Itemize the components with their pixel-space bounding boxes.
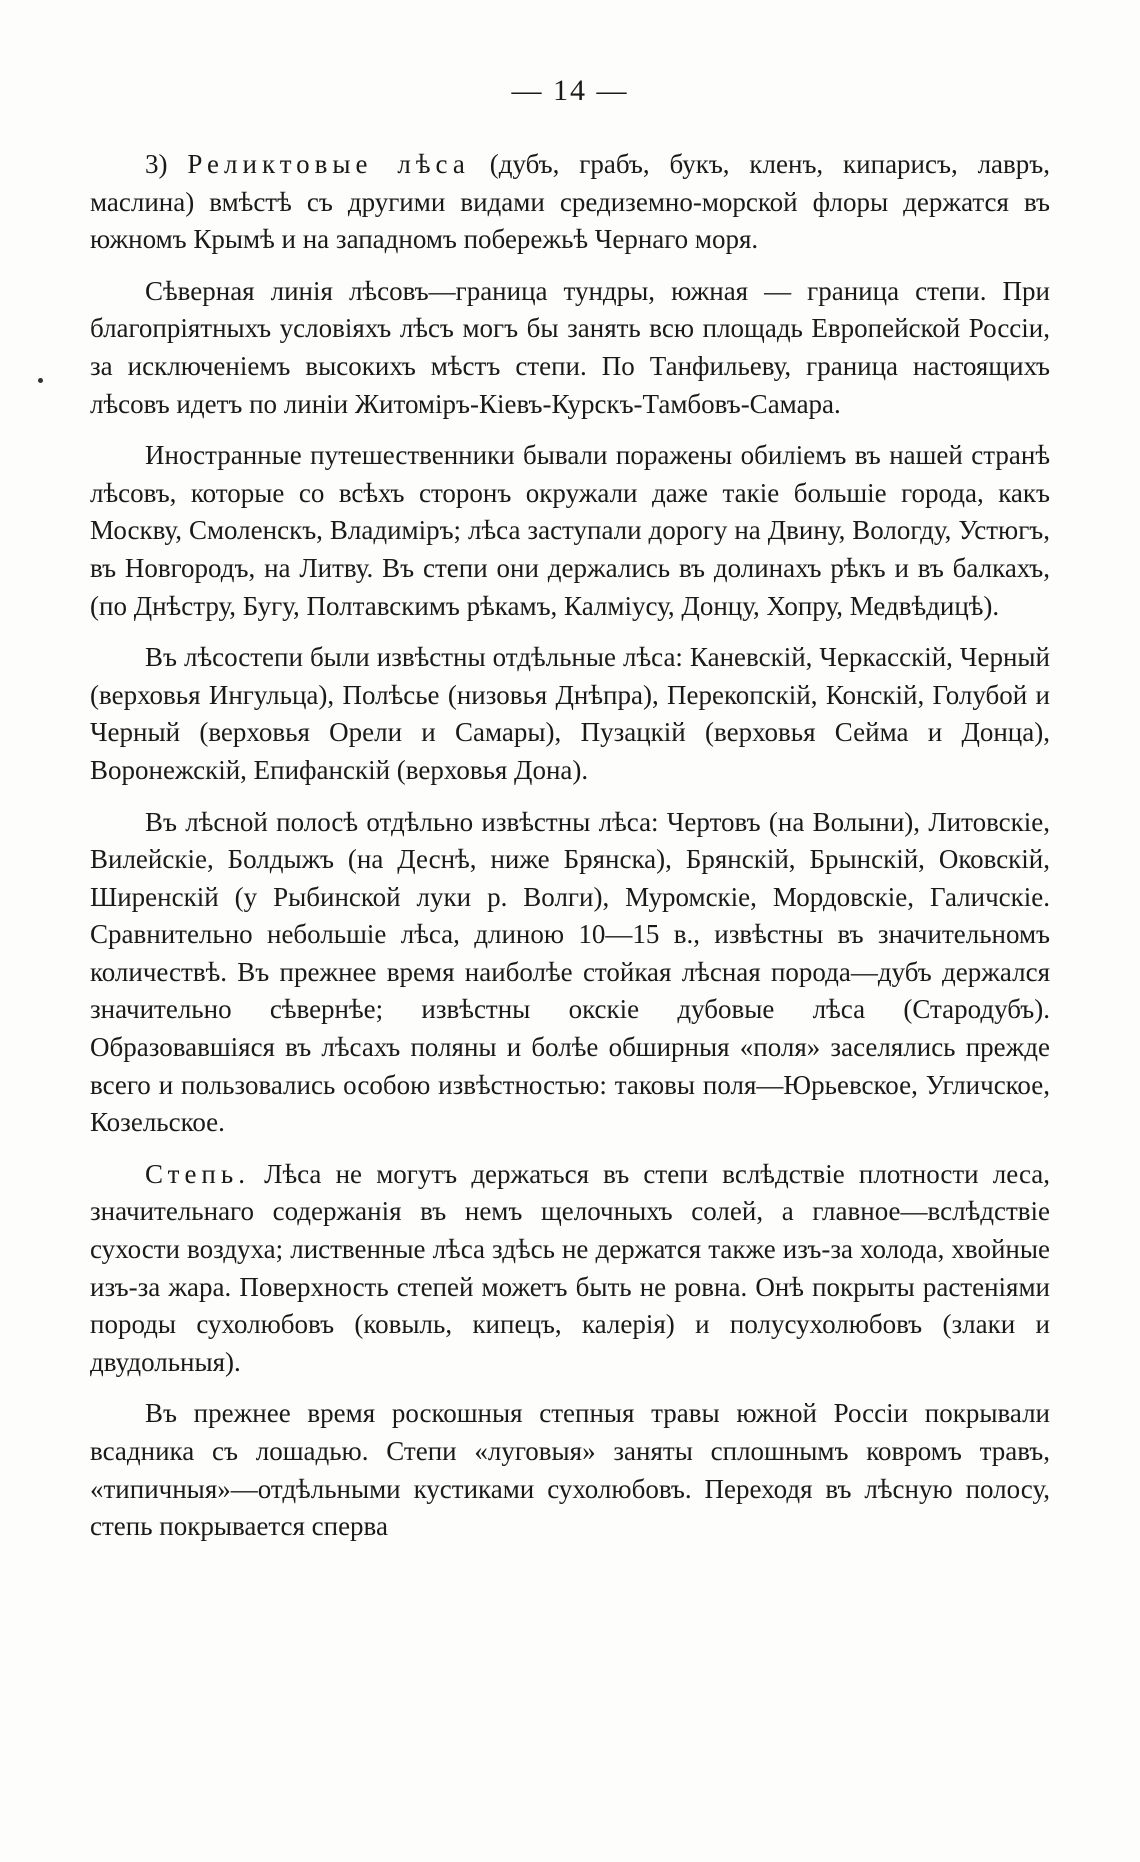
paragraph-foreign-travellers [90, 437, 1050, 625]
paragraph-lead: 3) [145, 149, 188, 179]
paragraph-forest-steppe [90, 639, 1050, 789]
paragraph-text: Въ лѣсной полосѣ отдѣльно извѣстны лѣса: Чертовъ (на Волыни), Литовскіе, Вилейскіе, Болдыжъ (на Деснѣ, ниже Брянска), Брянскій, Брынскій, Оковскій, Ширенскій (у Рыбинской луки р. Волги), Муромскіе, Мордовскіе, Галичскіе. Сравнительно небольшіе лѣса, длиною 10—15 в., извѣстны въ значительномъ количествѣ. Въ прежнее время наиболѣе стойкая лѣсная порода—дубъ держался значительно сѣвернѣе; извѣстны окскіе дубовые лѣса (Стародубъ). Образовавшіяся въ лѣсахъ поляны и болѣе обширныя «поля» заселялись прежде всего и пользовались особою извѣстностью: таковы поля—Юрьевское, Угличское, Козельское. [90, 806, 1050, 1138]
paragraph-steppe [90, 1156, 1050, 1382]
margin-dot-mark [38, 378, 43, 383]
paragraph-text: Въ прежнее время роскошныя степныя травы южной Россіи покрывали всадника съ лошадью. Степи «луговыя» заняты сплошнымъ ковромъ травъ, «типичныя»—отдѣльными кустиками сухолюбовъ. Переходя въ лѣсную полосу, степь покрывается сперва [90, 1398, 1050, 1542]
page-number: — 14 — [511, 74, 629, 107]
paragraph-steppe-grasses [90, 1395, 1050, 1545]
spaced-term: Степь. [145, 1158, 250, 1189]
paragraph-text: Сѣверная линія лѣсовъ—граница тундры, южная — граница степи. При благопріятныхъ условіяхъ лѣсъ могъ бы занять всю площадь Европейской Россіи, за исключеніемъ высокихъ мѣстъ степи. По Танфильеву, граница настоящихъ лѣсовъ идетъ по линіи Житоміръ-Кіевъ-Курскъ-Тамбовъ-Самара. [90, 275, 1050, 419]
paragraph-forest-zone [90, 804, 1050, 1142]
spaced-term: Реликтовые лѣса [187, 149, 470, 179]
body-text [90, 146, 1050, 1560]
paragraph-text: Лѣса не могутъ держаться въ степи вслѣдствіе плотности леса, значительнаго содержанія въ немъ щелочныхъ солей, а главное—вслѣдствіе сухости воздуха; лиственные лѣса здѣсь не держатся также изъ-за холода, хвойные изъ-за жара. Поверхность степей можетъ быть не ровна. Онѣ покрыты растеніями породы сухолюбовъ (ковыль, кипецъ, калерія) и полусухолюбовъ (злаки и двудольныя). [90, 1158, 1050, 1377]
paragraph-forest-line [90, 273, 1050, 423]
paragraph-text: (дубъ, грабъ, букъ, кленъ, кипарисъ, лавръ, маслина) вмѣстѣ съ другими видами средиземно-морской флоры держатся въ южномъ Крымѣ и на западномъ побережьѣ Чернаго моря. [90, 149, 1050, 255]
paragraph-text: Въ лѣсостепи были извѣстны отдѣльные лѣса: Каневскій, Черкасскій, Черный (верховья Ингульца), Полѣсье (низовья Днѣпра), Перекопскій, Конскій, Голубой и Черный (верховья Орели и Самары), Пузацкій (верховья Сейма и Донца), Воронежскій, Епифанскій (верховья Дона). [90, 642, 1050, 785]
paragraph-text: Иностранные путешественники бывали поражены обиліемъ въ нашей странѣ лѣсовъ, которые со всѣхъ сторонъ окружали даже такіе большіе города, какъ Москву, Смоленскъ, Владиміръ; лѣса заступали дорогу на Двину, Вологду, Устюгъ, въ Новгородъ, на Литву. Въ степи они держались въ долинахъ рѣкъ и въ балкахъ, (по Днѣстру, Бугу, Полтавскимъ рѣкамъ, Калміусу, Донцу, Хопру, Медвѣдицѣ). [90, 440, 1050, 621]
paragraph-relict-forests [90, 146, 1050, 259]
